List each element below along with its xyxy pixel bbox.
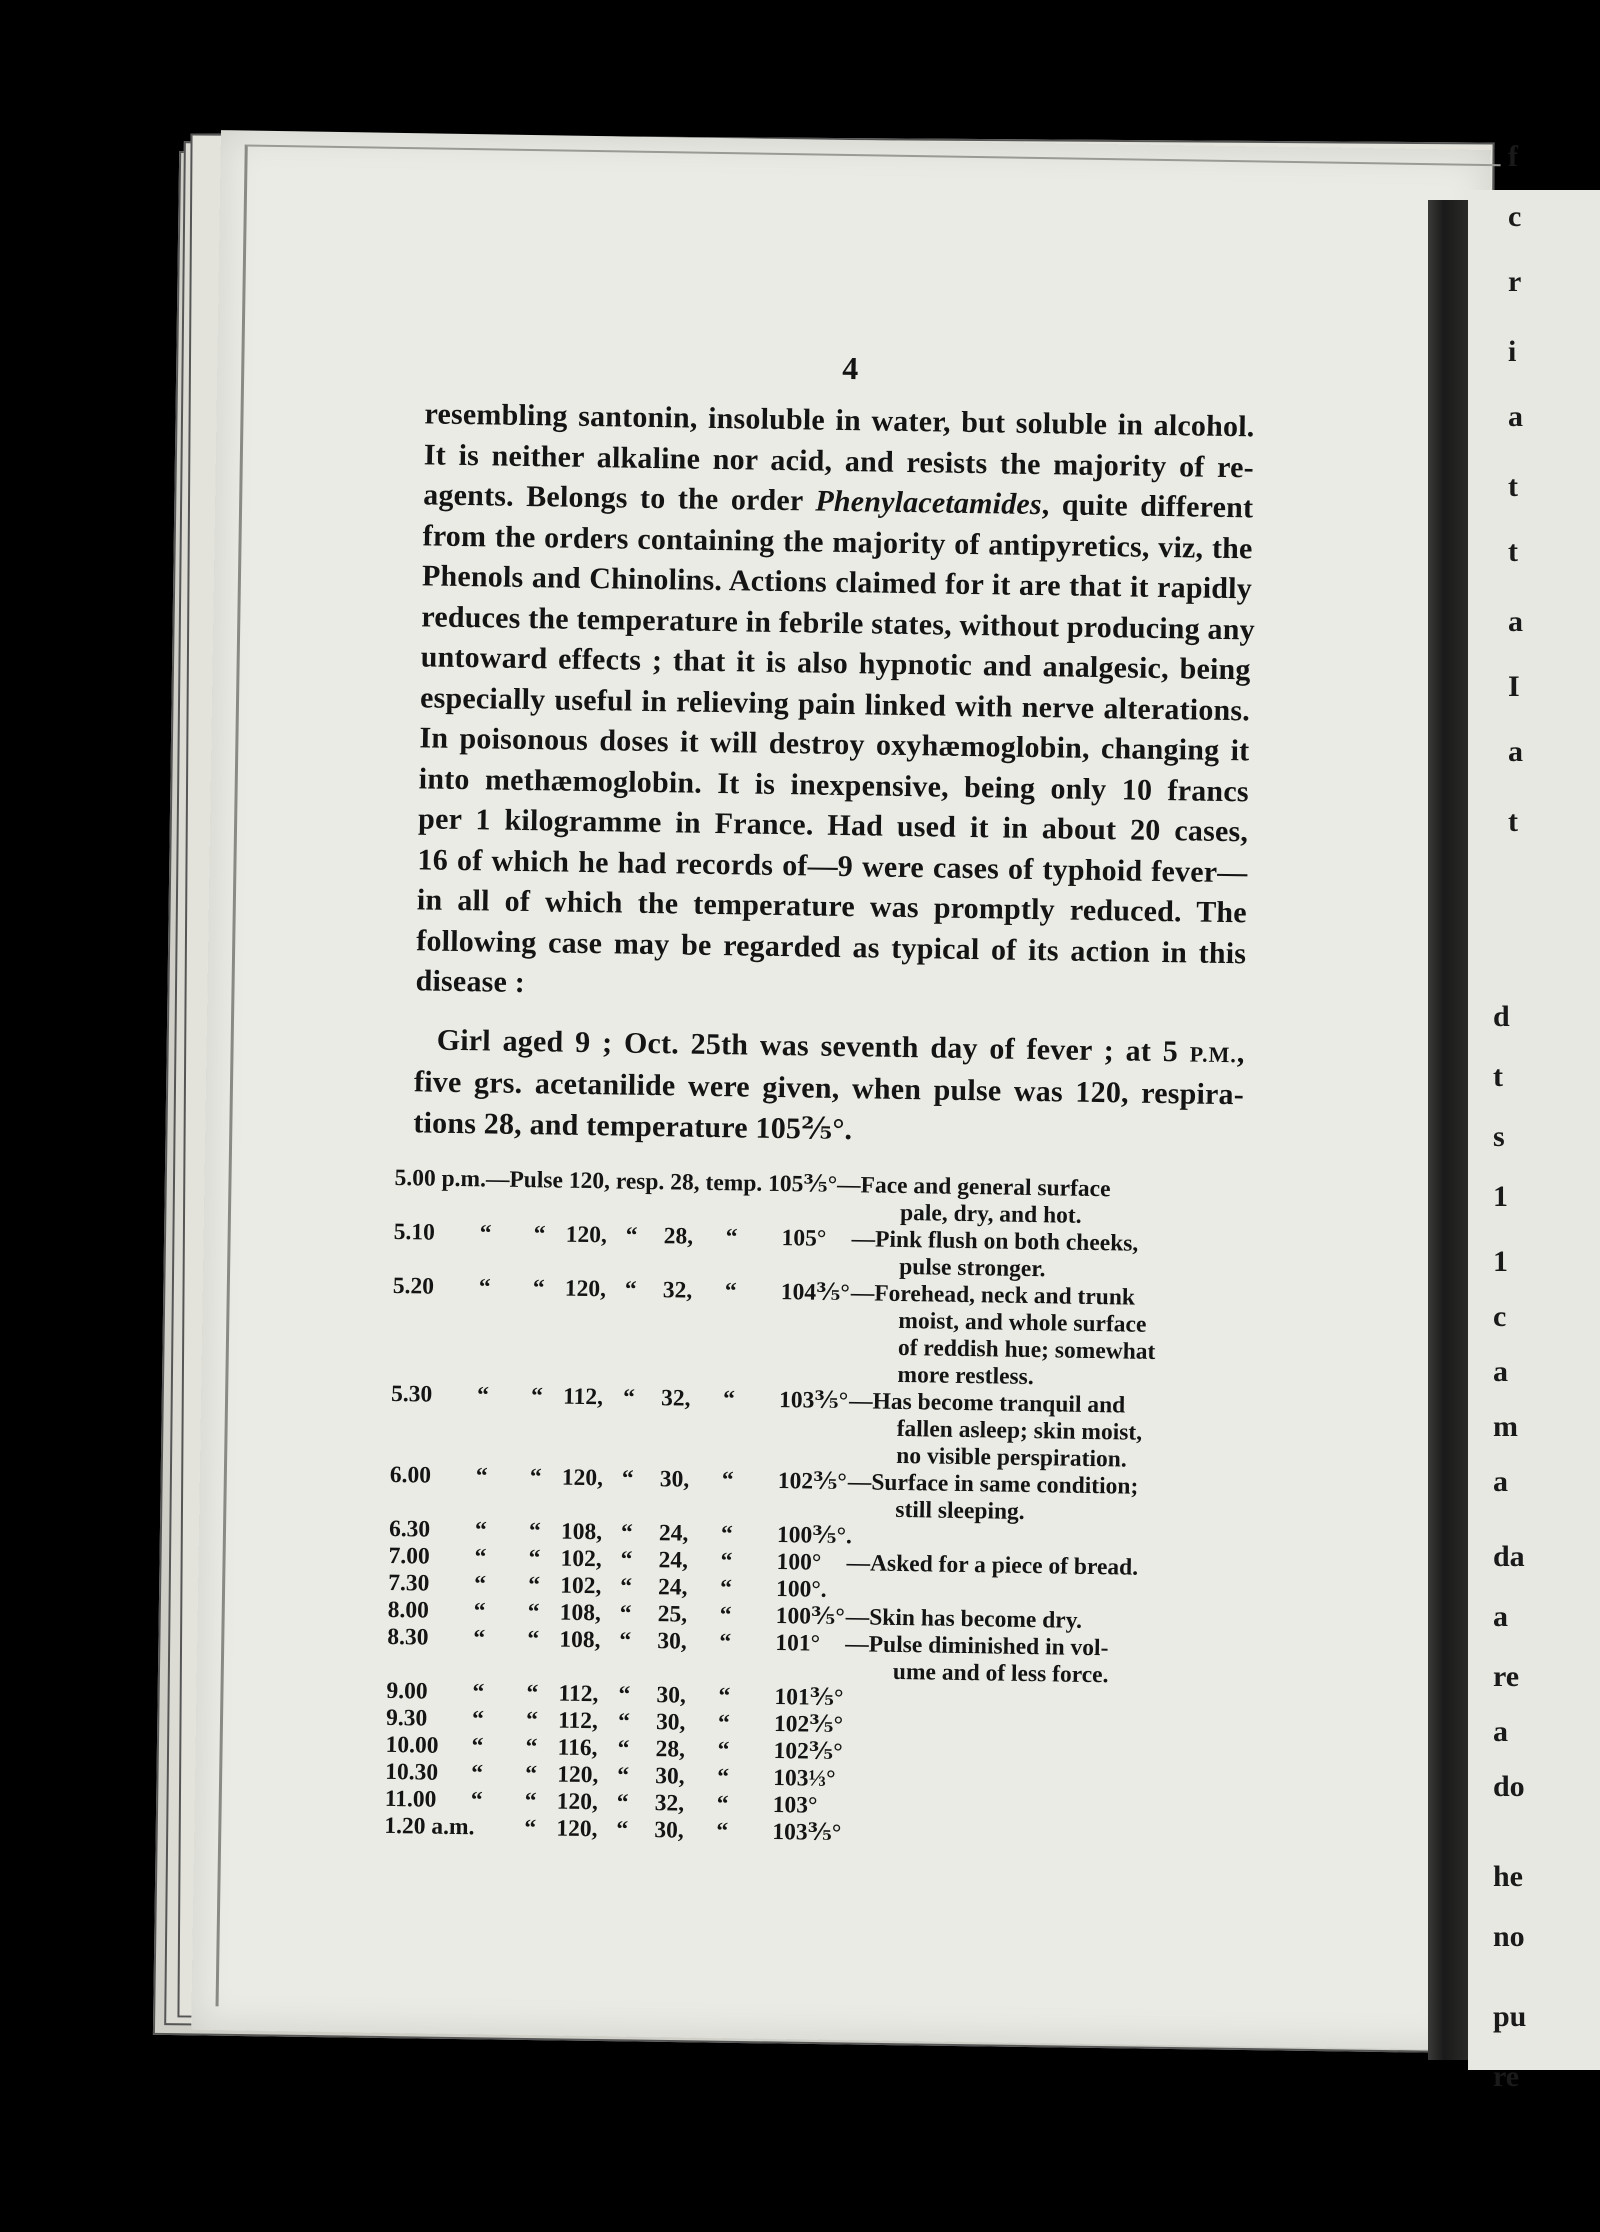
facing-page-fragment: 1 (1493, 1245, 1508, 1278)
pulse-cell: 102, (560, 1545, 602, 1573)
temperature-cell: 102⅗° (777, 1468, 848, 1496)
ditto-mark: “ (622, 1384, 636, 1411)
observation-note (851, 1226, 1252, 1286)
note-line: —Pink flush on both cheeks, (851, 1226, 1139, 1257)
case-line: Girl aged 9 ; Oct. 25th was seventh day of fever ; at 5 P.M., (436, 1023, 1245, 1069)
observation-note (849, 1280, 1251, 1394)
ditto-mark: “ (473, 1625, 486, 1652)
body-paragraph (415, 394, 1254, 1014)
respiration-cell: 30, (657, 1628, 687, 1655)
case-line: tions 28, and temperature 105⅖°. (413, 1105, 853, 1146)
pulse-cell: 112, (558, 1680, 599, 1708)
left-page (191, 130, 1491, 2050)
ditto-mark: “ (717, 1710, 730, 1737)
ditto-mark: “ (529, 1464, 542, 1491)
respiration-cell: 28, (663, 1223, 694, 1250)
ditto-mark: “ (470, 1787, 483, 1814)
observation-note (847, 1469, 1248, 1529)
note-line: no visible perspiration. (896, 1442, 1127, 1473)
temperature-cell: 103⅓° (772, 1765, 836, 1792)
temperature-cell: 100°. (775, 1576, 827, 1603)
facing-page-fragment: a (1493, 1715, 1508, 1748)
temperature-cell: 102⅗° (773, 1738, 843, 1766)
temperature-cell: 100° (776, 1549, 822, 1576)
note-line: more restless. (897, 1361, 1034, 1391)
observation-note (848, 1388, 1249, 1475)
temperature-cell: 105° (781, 1225, 827, 1252)
facing-page-fragment: i (1508, 335, 1517, 368)
temperature-cell: 103° (772, 1792, 818, 1819)
facing-page-fragment: re (1493, 1660, 1520, 1693)
pulse-cell: 116, (557, 1734, 598, 1762)
facing-page-fragment: he (1493, 1860, 1523, 1893)
respiration-cell: 24, (657, 1574, 688, 1601)
facing-page-fragment: f (1508, 140, 1518, 173)
ditto-mark: “ (616, 1816, 629, 1843)
time-cell: 10.30 (385, 1758, 439, 1786)
time-cell: 11.00 (384, 1785, 437, 1813)
ditto-mark: “ (527, 1572, 541, 1599)
respiration-cell: 30, (659, 1466, 690, 1493)
ditto-mark: “ (624, 1276, 637, 1303)
body-line: per 1 kilogramme in France. Had used it in about 20 cases, (417, 802, 1249, 849)
facing-page-fragment: da (1493, 1540, 1525, 1573)
temperature-cell: 100⅗°. (776, 1522, 853, 1550)
ditto-mark: “ (717, 1737, 730, 1764)
time-cell: 8.00 (387, 1596, 430, 1624)
time-cell: 6.00 (389, 1461, 432, 1489)
facing-page-fragment: t (1493, 1060, 1503, 1093)
pulse-cell: 120, (557, 1761, 599, 1789)
body-line: agents. Belongs to the order Phenylacetamides, quite different (423, 478, 1254, 525)
body-line: 16 of which he had records of—9 were cases of typhoid fever— (417, 842, 1248, 889)
ditto-mark: “ (719, 1629, 732, 1656)
ditto-mark: “ (616, 1789, 629, 1816)
body-line: from the orders containing the majority of antipyretics, viz, the (422, 518, 1253, 565)
facing-page-fragment: a (1493, 1600, 1508, 1633)
body-line: following case may be regarded as typical of its action in this (416, 923, 1247, 970)
respiration-cell: 25, (657, 1601, 688, 1628)
temperature-cell: 103⅗° (772, 1819, 842, 1847)
ditto-mark: “ (625, 1222, 638, 1249)
note-line: pulse stronger. (899, 1253, 1046, 1283)
facing-page-fragment: a (1493, 1355, 1508, 1388)
ditto-mark: “ (476, 1382, 490, 1409)
ditto-mark: “ (471, 1706, 485, 1733)
ditto-mark: “ (472, 1679, 485, 1706)
observation-note (845, 1631, 1246, 1691)
respiration-cell: 30, (654, 1817, 684, 1844)
ditto-mark: “ (471, 1733, 484, 1760)
facing-page-fragment: c (1493, 1300, 1507, 1333)
table-row (391, 1273, 1273, 1395)
ditto-mark: “ (620, 1546, 633, 1573)
body-line: resembling santonin, insoluble in water, but soluble in alcohol. (424, 397, 1255, 444)
table-row (390, 1381, 1271, 1476)
ditto-mark: “ (721, 1467, 734, 1494)
observation-table (384, 1165, 1274, 1854)
note-line: ume and of less force. (892, 1658, 1109, 1689)
body-line: especially useful in relieving pain linked with nerve alterations. (419, 680, 1251, 727)
ditto-mark: “ (619, 1573, 633, 1600)
temperature-cell: 100⅗° (775, 1603, 845, 1631)
ditto-mark: “ (473, 1598, 486, 1625)
ditto-mark: “ (474, 1544, 487, 1571)
ditto-mark: “ (524, 1815, 537, 1842)
time-cell: 5.20 (392, 1272, 435, 1300)
time-cell: 9.00 (386, 1677, 428, 1705)
facing-page-fragment: d (1493, 1000, 1510, 1033)
body-line: into methæmoglobin. It is inexpensive, being only 10 francs (418, 761, 1250, 808)
body-line: In poisonous doses it will destroy oxyhæmoglobin, changing it (419, 721, 1250, 768)
ditto-mark: “ (532, 1275, 545, 1302)
ditto-mark: “ (527, 1626, 540, 1653)
body-line: untoward effects ; that it is also hypnotic and analgesic, being (420, 640, 1251, 687)
time-cell: 7.00 (388, 1542, 430, 1570)
note-line: of reddish hue; somewhat (897, 1334, 1156, 1365)
ditto-mark: “ (716, 1818, 729, 1845)
ditto-mark: “ (621, 1465, 634, 1492)
pulse-cell: 120, (556, 1815, 598, 1843)
page-text (384, 343, 1256, 1853)
facing-page-fragment: a (1508, 605, 1523, 638)
ditto-mark: “ (719, 1602, 732, 1629)
ditto-mark: “ (528, 1545, 541, 1572)
ditto-mark: “ (724, 1278, 737, 1305)
ditto-mark: “ (471, 1760, 484, 1787)
time-cell: 5.30 (390, 1380, 433, 1408)
temperature-cell: 104⅗° (780, 1279, 850, 1307)
time-cell: 8.30 (387, 1623, 429, 1651)
ditto-mark: “ (525, 1734, 538, 1761)
ditto-mark: “ (525, 1707, 539, 1734)
case-line: five grs. acetanilide were given, when pulse was 120, respira- (413, 1065, 1245, 1112)
note-line: still sleeping. (895, 1496, 1025, 1525)
ditto-mark: “ (718, 1683, 731, 1710)
pulse-cell: 120, (565, 1221, 608, 1249)
ditto-mark: “ (618, 1681, 631, 1708)
ditto-mark: “ (527, 1599, 540, 1626)
facing-page-fragment: a (1493, 1465, 1508, 1498)
time-cell: 1.20 a.m. (384, 1812, 475, 1841)
note-line: fallen asleep; skin moist, (896, 1415, 1143, 1446)
ditto-mark: “ (720, 1521, 733, 1548)
ditto-mark: “ (716, 1791, 729, 1818)
pulse-cell: 108, (559, 1599, 602, 1627)
ditto-mark: “ (619, 1600, 632, 1627)
time-cell: 7.30 (387, 1569, 430, 1597)
ditto-mark: “ (525, 1761, 538, 1788)
respiration-cell: 24, (658, 1547, 689, 1574)
respiration-cell: 28, (655, 1736, 686, 1763)
note-line: —Asked for a piece of bread. (846, 1550, 1139, 1581)
body-line: in all of which the temperature was promptly reduced. The (416, 883, 1248, 930)
pulse-cell: 108, (560, 1518, 603, 1546)
table-first-row-text: 5.00 p.m.—Pulse 120, resp. 28, temp. 105⅗°—Face and general surface (394, 1165, 1111, 1203)
respiration-cell: 30, (656, 1682, 687, 1709)
body-line: Phenols and Chinolins. Actions claimed for it are that it rapidly (421, 559, 1253, 606)
ditto-mark: “ (474, 1517, 487, 1544)
facing-page (1468, 140, 1600, 2093)
ditto-mark: “ (719, 1575, 733, 1602)
respiration-cell: 32, (654, 1790, 685, 1817)
facing-page-fragment: s (1493, 1120, 1505, 1153)
respiration-cell: 32, (660, 1385, 691, 1412)
note-line: moist, and whole surface (898, 1307, 1147, 1338)
ditto-mark: “ (722, 1386, 736, 1413)
ditto-mark: “ (475, 1463, 488, 1490)
facing-page-fragment: 1 (1493, 1180, 1508, 1213)
note-line: —Has become tranquil and (848, 1388, 1126, 1419)
ditto-mark: “ (617, 1708, 631, 1735)
ditto-mark: “ (616, 1762, 630, 1789)
facing-page-fragment: re (1493, 2060, 1520, 2093)
ditto-mark: “ (720, 1548, 733, 1575)
ditto-mark: “ (620, 1519, 633, 1546)
case-paragraph (413, 1020, 1245, 1157)
note-line: —Surface in same condition; (847, 1469, 1139, 1500)
time-cell: 9.30 (385, 1704, 428, 1732)
body-line: disease : (415, 964, 526, 1000)
facing-page-fragment: m (1493, 1410, 1518, 1443)
ditto-mark: “ (617, 1735, 630, 1762)
time-cell: 5.10 (393, 1218, 436, 1246)
pulse-cell: 108, (559, 1626, 601, 1654)
time-cell: 10.00 (385, 1731, 439, 1759)
ditto-mark: “ (619, 1627, 632, 1654)
table-note-continuation: pale, dry, and hot. (899, 1199, 1082, 1229)
note-line: —Skin has become dry. (845, 1604, 1083, 1634)
respiration-cell: 32, (662, 1277, 693, 1304)
facing-page-fragment: t (1508, 470, 1518, 503)
ditto-mark: “ (725, 1224, 738, 1251)
ditto-mark: “ (526, 1680, 539, 1707)
time-cell: 6.30 (388, 1515, 431, 1543)
temperature-cell: 102⅗° (773, 1711, 844, 1739)
page-number: 4 (842, 349, 859, 387)
ditto-mark: “ (533, 1221, 546, 1248)
facing-page-fragment: c (1508, 200, 1522, 233)
respiration-cell: 30, (655, 1709, 686, 1736)
temperature-cell: 103⅗° (778, 1387, 849, 1415)
temperature-cell: 101⅗° (774, 1684, 844, 1712)
body-line: reduces the temperature in febrile states, without producing any (421, 599, 1256, 646)
pulse-cell: 102, (559, 1572, 602, 1600)
facing-page-fragment: t (1508, 805, 1518, 838)
facing-page-fragment: r (1508, 265, 1522, 298)
body-line: It is neither alkaline nor acid, and resists the majority of re- (423, 437, 1255, 484)
pulse-cell: 112, (557, 1707, 599, 1735)
temperature-cell: 101° (775, 1630, 821, 1657)
pulse-cell: 120, (564, 1275, 607, 1303)
ditto-mark: “ (524, 1788, 537, 1815)
note-line: —Pulse diminished in vol- (845, 1631, 1109, 1662)
facing-page-fragment: I (1508, 670, 1520, 703)
facing-page-fragment: t (1508, 535, 1518, 568)
facing-page-fragment: do (1493, 1770, 1525, 1803)
ditto-mark: “ (473, 1571, 487, 1598)
pulse-cell: 112, (562, 1383, 604, 1411)
ditto-mark: “ (479, 1220, 492, 1247)
ditto-mark: “ (716, 1764, 730, 1791)
pulse-cell: 120, (561, 1464, 604, 1492)
ditto-mark: “ (528, 1518, 541, 1545)
ditto-mark: “ (478, 1274, 491, 1301)
facing-page-fragment: a (1508, 400, 1523, 433)
facing-page-fragment: pu (1493, 2000, 1527, 2033)
pulse-cell: 120, (556, 1788, 599, 1816)
facing-page-fragment: no (1493, 1920, 1525, 1953)
facing-page-fragment: a (1508, 735, 1523, 768)
book-gutter (1428, 200, 1468, 2060)
respiration-cell: 30, (654, 1763, 685, 1790)
note-line: —Forehead, neck and trunk (850, 1280, 1136, 1311)
ditto-mark: “ (530, 1383, 544, 1410)
respiration-cell: 24, (658, 1520, 689, 1547)
